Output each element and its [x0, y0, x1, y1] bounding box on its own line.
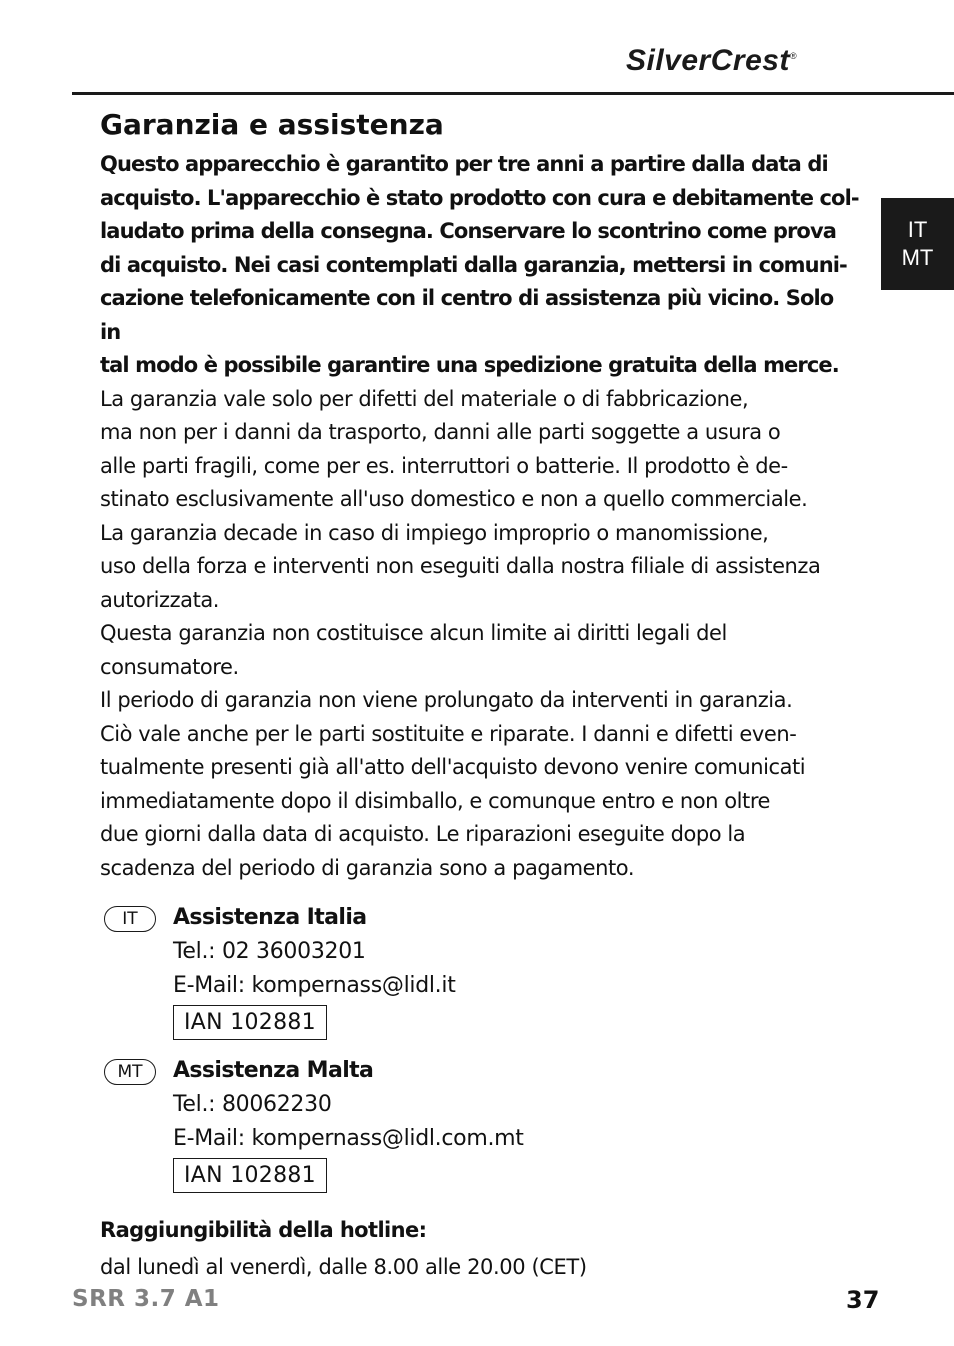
paragraph-legal-rights: Questa garanzia non costituisce alcun limite ai diritti legali del consumatore.	[100, 621, 727, 679]
language-tab-it: IT	[907, 217, 928, 242]
country-badge-mt: MT	[104, 1059, 156, 1085]
contact-email: E-Mail: kompernass@lidl.it	[173, 973, 456, 998]
brand-name: SilverCrest	[626, 44, 790, 77]
contact-phone: Tel.: 02 36003201	[173, 939, 366, 964]
language-tab-mt: MT	[901, 245, 934, 270]
hotline-hours: dal lunedì al venerdì, dalle 8.00 alle 20.00 (CET)	[100, 1255, 587, 1279]
hotline-title: Raggiungibilità della hotline:	[100, 1218, 427, 1242]
intro-paragraph: Questo apparecchio è garantito per tre anni a partire dalla data di acquisto. L'apparecchio è stato prodotto con cura e debitamente col- laudato prima della consegna. Conservare lo scontrino come prova di acquisto. Nei casi contemplati dalla garanzia, mettersi in comuni- cazione telefonicamente con il centro di assistenza più vicino. Solo in tal modo è possibile garantire una spedizione gratuita della merce.	[100, 152, 859, 377]
contact-email: E-Mail: kompernass@lidl.com.mt	[173, 1126, 524, 1151]
contact-title: Assistenza Malta	[173, 1058, 374, 1083]
footer-model: SRR 3.7 A1	[72, 1286, 220, 1312]
page-number: 37	[846, 1286, 880, 1314]
country-badge-it: IT	[104, 906, 156, 932]
hotline-section	[100, 1213, 860, 1287]
paragraph-void: La garanzia decade in caso di impiego improprio o manomissione, uso della forza e interventi non eseguiti dalla nostra filiale di assistenza autorizzata.	[100, 520, 821, 612]
ian-box: IAN 102881	[173, 1158, 327, 1193]
ian-box: IAN 102881	[173, 1005, 327, 1040]
paragraph-defects: La garanzia vale solo per difetti del materiale o di fabbricazione, ma non per i danni da trasporto, danni alle parti soggette a usura o alle parti fragili, come per es. interruttori o batterie. Il prodotto è de- stinato esclusivamente all'uso domestico e non a quello commerciale.	[100, 386, 808, 511]
paragraph-period: Il periodo di garanzia non viene prolungato da interventi in garanzia. Ciò vale anche per le parti sostituite e riparate. I danni e difetti even- tualmente presenti già all'atto dell'acquisto devono venire comunicati immediatamente dopo il disimballo, e comunque entro e non oltre due giorni dalla data di acquisto. Le riparazioni eseguite dopo la scadenza del periodo di garanzia sono a pagamento.	[100, 688, 806, 880]
header-rule	[72, 92, 954, 95]
registered-mark: ®	[789, 51, 798, 61]
contact-malta	[100, 1054, 860, 1193]
main-content	[100, 106, 860, 1287]
contact-phone: Tel.: 80062230	[173, 1092, 332, 1117]
brand-logo	[626, 44, 797, 78]
language-tab	[881, 198, 954, 290]
section-title: Garanzia e assistenza	[100, 108, 444, 141]
contact-title: Assistenza Italia	[173, 905, 367, 930]
contact-italy	[100, 901, 860, 1040]
